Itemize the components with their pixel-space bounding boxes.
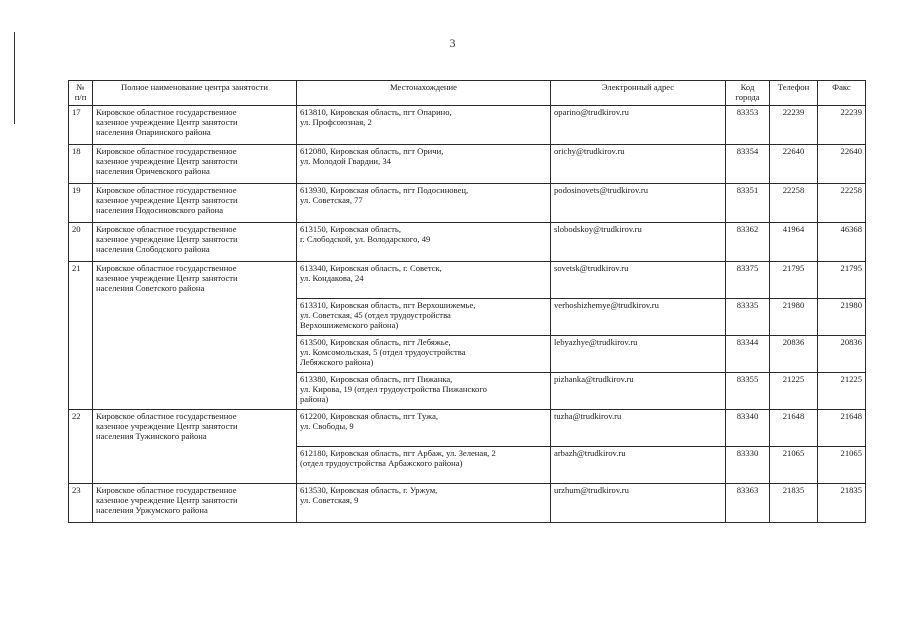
row-num: 19 <box>69 184 93 223</box>
center-name: Кировское областное государственное казенное учреждение Центр занятости населения Уржумского района <box>93 484 297 523</box>
row-num: 18 <box>69 145 93 184</box>
header-name: Полное наименование центра занятости <box>93 81 297 106</box>
fax-number: 46368 <box>818 223 866 262</box>
city-code: 83344 <box>726 336 770 373</box>
phone-number: 21835 <box>770 484 818 523</box>
city-code: 83354 <box>726 145 770 184</box>
center-email: verhoshizhemye@trudkirov.ru <box>551 299 726 336</box>
table-row <box>69 145 866 184</box>
center-email: tuzha@trudkirov.ru <box>551 410 726 447</box>
fax-number: 22258 <box>818 184 866 223</box>
header-code: Код города <box>726 81 770 106</box>
fax-number: 21980 <box>818 299 866 336</box>
center-name: Кировское областное государственное казенное учреждение Центр занятости населения Советского района <box>93 262 297 410</box>
phone-number: 41964 <box>770 223 818 262</box>
header-location: Местонахождение <box>297 81 551 106</box>
center-location: 612200, Кировская область, пгт Тужа, ул. Свободы, 9 <box>297 410 551 447</box>
table-row <box>69 106 866 145</box>
center-name: Кировское областное государственное казенное учреждение Центр занятости населения Оричевского района <box>93 145 297 184</box>
city-code: 83330 <box>726 447 770 484</box>
phone-number: 21795 <box>770 262 818 299</box>
center-email: lebyazhye@trudkirov.ru <box>551 336 726 373</box>
phone-number: 20836 <box>770 336 818 373</box>
header-num: № п/п <box>69 81 93 106</box>
center-email: pizhanka@trudkirov.ru <box>551 373 726 410</box>
row-num: 21 <box>69 262 93 410</box>
city-code: 83340 <box>726 410 770 447</box>
phone-number: 22258 <box>770 184 818 223</box>
row-num: 17 <box>69 106 93 145</box>
city-code: 83335 <box>726 299 770 336</box>
center-name: Кировское областное государственное казенное учреждение Центр занятости населения Подосиновского района <box>93 184 297 223</box>
page-number: 3 <box>449 36 456 50</box>
header-email: Электронный адрес <box>551 81 726 106</box>
center-email: oparino@trudkirov.ru <box>551 106 726 145</box>
row-num: 22 <box>69 410 93 484</box>
fax-number: 21648 <box>818 410 866 447</box>
center-email: orichy@trudkirov.ru <box>551 145 726 184</box>
table-row <box>69 410 866 447</box>
center-location: 613810, Кировская область, пгт Опарино, ул. Профсоюзная, 2 <box>297 106 551 145</box>
center-location: 613500, Кировская область, пгт Лебяжье, ул. Комсомольская, 5 (отдел трудоустройства Лебяжского района) <box>297 336 551 373</box>
center-location: 613310, Кировская область, пгт Верхошижемье, ул. Советская, 45 (отдел трудоустройства Верхошижемского района) <box>297 299 551 336</box>
center-location: 613150, Кировская область, г. Слободской, ул. Володарского, 49 <box>297 223 551 262</box>
fax-number: 21225 <box>818 373 866 410</box>
phone-number: 22640 <box>770 145 818 184</box>
fax-number: 22239 <box>818 106 866 145</box>
fax-number: 20836 <box>818 336 866 373</box>
table-row <box>69 484 866 523</box>
city-code: 83351 <box>726 184 770 223</box>
city-code: 83375 <box>726 262 770 299</box>
fax-number: 21795 <box>818 262 866 299</box>
table-row <box>69 184 866 223</box>
table-row <box>69 262 866 299</box>
header-phone: Телефон <box>770 81 818 106</box>
phone-number: 21648 <box>770 410 818 447</box>
header-fax: Факс <box>818 81 866 106</box>
center-location: 612080, Кировская область, пгт Оричи, ул. Молодой Гвардии, 34 <box>297 145 551 184</box>
fax-number: 21835 <box>818 484 866 523</box>
city-code: 83362 <box>726 223 770 262</box>
center-email: slobodskoy@trudkirov.ru <box>551 223 726 262</box>
row-num: 20 <box>69 223 93 262</box>
fax-number: 21065 <box>818 447 866 484</box>
center-location: 613340, Кировская область, г. Советск, ул. Кондакова, 24 <box>297 262 551 299</box>
city-code: 83355 <box>726 373 770 410</box>
center-name: Кировское областное государственное казенное учреждение Центр занятости населения Опаринского района <box>93 106 297 145</box>
city-code: 83363 <box>726 484 770 523</box>
city-code: 83353 <box>726 106 770 145</box>
phone-number: 21225 <box>770 373 818 410</box>
center-name: Кировское областное государственное казенное учреждение Центр занятости населения Слободского района <box>93 223 297 262</box>
employment-centers-table <box>68 80 866 523</box>
fax-number: 22640 <box>818 145 866 184</box>
phone-number: 21980 <box>770 299 818 336</box>
center-name: Кировское областное государственное казенное учреждение Центр занятости населения Тужинского района <box>93 410 297 484</box>
phone-number: 22239 <box>770 106 818 145</box>
phone-number: 21065 <box>770 447 818 484</box>
center-email: urzhum@trudkirov.ru <box>551 484 726 523</box>
center-location: 613530, Кировская область, г. Уржум, ул. Советская, 9 <box>297 484 551 523</box>
center-email: arbazh@trudkirov.ru <box>551 447 726 484</box>
center-email: sovetsk@trudkirov.ru <box>551 262 726 299</box>
center-location: 613380, Кировская область, пгт Пижанка, ул. Кирова, 19 (отдел трудоустройства Пижанского района) <box>297 373 551 410</box>
center-location: 612180, Кировская область, пгт Арбаж, ул. Зеленая, 2 (отдел трудоустройства Арбажского района) <box>297 447 551 484</box>
table-row <box>69 223 866 262</box>
table-header-row <box>69 81 866 106</box>
center-email: podosinovets@trudkirov.ru <box>551 184 726 223</box>
row-num: 23 <box>69 484 93 523</box>
center-location: 613930, Кировская область, пгт Подосиновец, ул. Советская, 77 <box>297 184 551 223</box>
